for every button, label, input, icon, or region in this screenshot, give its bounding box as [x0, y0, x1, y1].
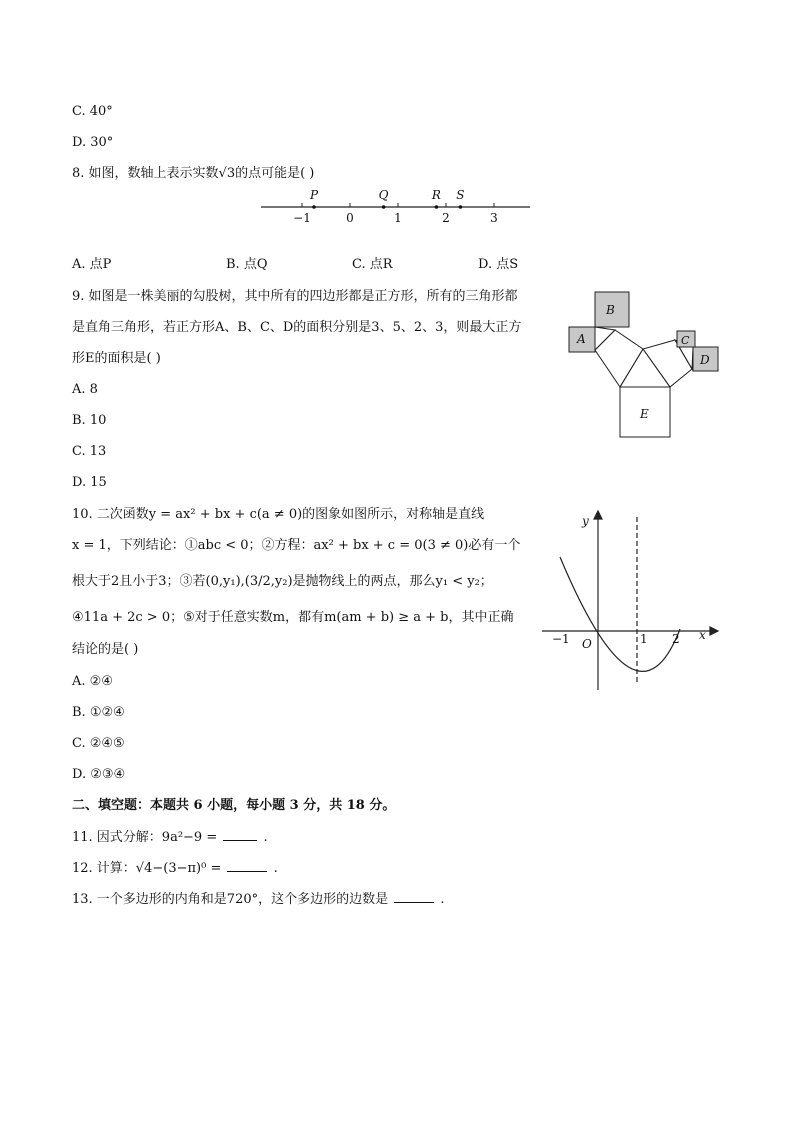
q10-parabola-graph — [538, 505, 728, 695]
q11-prefix: 11. 因式分解：9a²−9 = — [72, 830, 218, 845]
q10-stem-line3: 根大于2且小于3；③若(0,y₁),(3/2,y₂)是抛物线上的两点，那么y₁ < y₂； — [72, 574, 493, 589]
q10-stem-line2: x = 1，下列结论：①abc < 0；②方程：ax² + bx + c = 0(3 ≠ 0)必有一个 — [72, 538, 521, 553]
y-axis-label: y — [582, 514, 589, 528]
q13 — [72, 890, 445, 909]
q12-answer-blank[interactable] — [227, 859, 267, 872]
section-heading: 二、填空题：本题共 6 小题，每小题 3 分，共 18 分。 — [72, 798, 396, 813]
q7-option-d: D. 30° — [72, 135, 114, 150]
q9-stem-line1: 9. 如图是一株美丽的勾股树，其中所有的四边形都是正方形，所有的三角形都 — [72, 289, 518, 304]
q9-option-d: D. 15 — [72, 475, 107, 490]
q11 — [72, 828, 268, 847]
tick-label: 2 — [442, 211, 450, 225]
label-b: B — [606, 303, 615, 317]
point-s — [459, 205, 463, 209]
q11-suffix: . — [263, 830, 268, 845]
q11-answer-blank[interactable] — [223, 828, 257, 841]
q10-stem-line1: 10. 二次函数y = ax² + bx + c(a ≠ 0)的图象如图所示，对称轴是直线 — [72, 507, 485, 522]
label-d: D — [700, 353, 710, 367]
q12-suffix: . — [273, 861, 278, 876]
q8-option-b: B. 点Q — [226, 257, 268, 272]
parabola-curve — [560, 557, 680, 671]
tick-2: 2 — [672, 632, 680, 646]
point-label-r: R — [431, 188, 441, 202]
label-e: E — [640, 407, 649, 421]
q10-option-b: B. ①②④ — [72, 705, 125, 720]
q10-option-d: D. ②③④ — [72, 767, 126, 782]
tick-label: 0 — [346, 211, 354, 225]
point-p — [312, 205, 316, 209]
q9-option-c: C. 13 — [72, 444, 107, 459]
q9-stem-line3: 形E的面积是( ) — [72, 351, 161, 366]
q9-option-a: A. 8 — [72, 382, 98, 397]
q12-prefix: 12. 计算：√4−(3−π)⁰ = — [72, 861, 222, 876]
q8-option-a: A. 点P — [72, 257, 112, 272]
q9-pythagoras-tree-figure — [560, 285, 730, 445]
q13-suffix: . — [440, 892, 445, 907]
q8-number-line — [255, 185, 545, 225]
tick-neg1: −1 — [552, 632, 570, 646]
q9-stem-line2: 是直角三角形，若正方形A、B、C、D的面积分别是3、5、2、3，则最大正方 — [72, 320, 522, 335]
q10-stem-line5: 结论的是( ) — [72, 642, 139, 657]
q13-prefix: 13. 一个多边形的内角和是720°，这个多边形的边数是 — [72, 892, 389, 907]
q13-answer-blank[interactable] — [394, 890, 434, 903]
q10-option-a: A. ②④ — [72, 674, 113, 689]
q7-option-c: C. 40° — [72, 104, 113, 119]
label-a: A — [577, 332, 586, 346]
q8-stem: 8. 如图，数轴上表示实数√3的点可能是( ) — [72, 166, 315, 181]
x-axis-label: x — [699, 628, 706, 642]
tick-1: 1 — [640, 632, 648, 646]
point-r — [435, 205, 439, 209]
point-label-s: S — [456, 188, 465, 202]
label-c: C — [681, 334, 690, 347]
origin-label: O — [582, 637, 592, 651]
q8-option-d: D. 点S — [478, 257, 519, 272]
tick-label: −1 — [293, 211, 311, 225]
q10-option-c: C. ②④⑤ — [72, 736, 125, 751]
point-label-q: Q — [378, 188, 389, 202]
q8-option-c: C. 点R — [352, 257, 393, 272]
point-q — [382, 205, 386, 209]
point-label-p: P — [309, 188, 319, 202]
q12 — [72, 859, 278, 878]
tick-label: 1 — [394, 211, 402, 225]
tick-label: 3 — [490, 211, 498, 225]
q10-stem-line4: ④11a + 2c > 0；⑤对于任意实数m，都有m(am + b) ≥ a + b，其中正确 — [72, 610, 514, 625]
q9-option-b: B. 10 — [72, 413, 107, 428]
